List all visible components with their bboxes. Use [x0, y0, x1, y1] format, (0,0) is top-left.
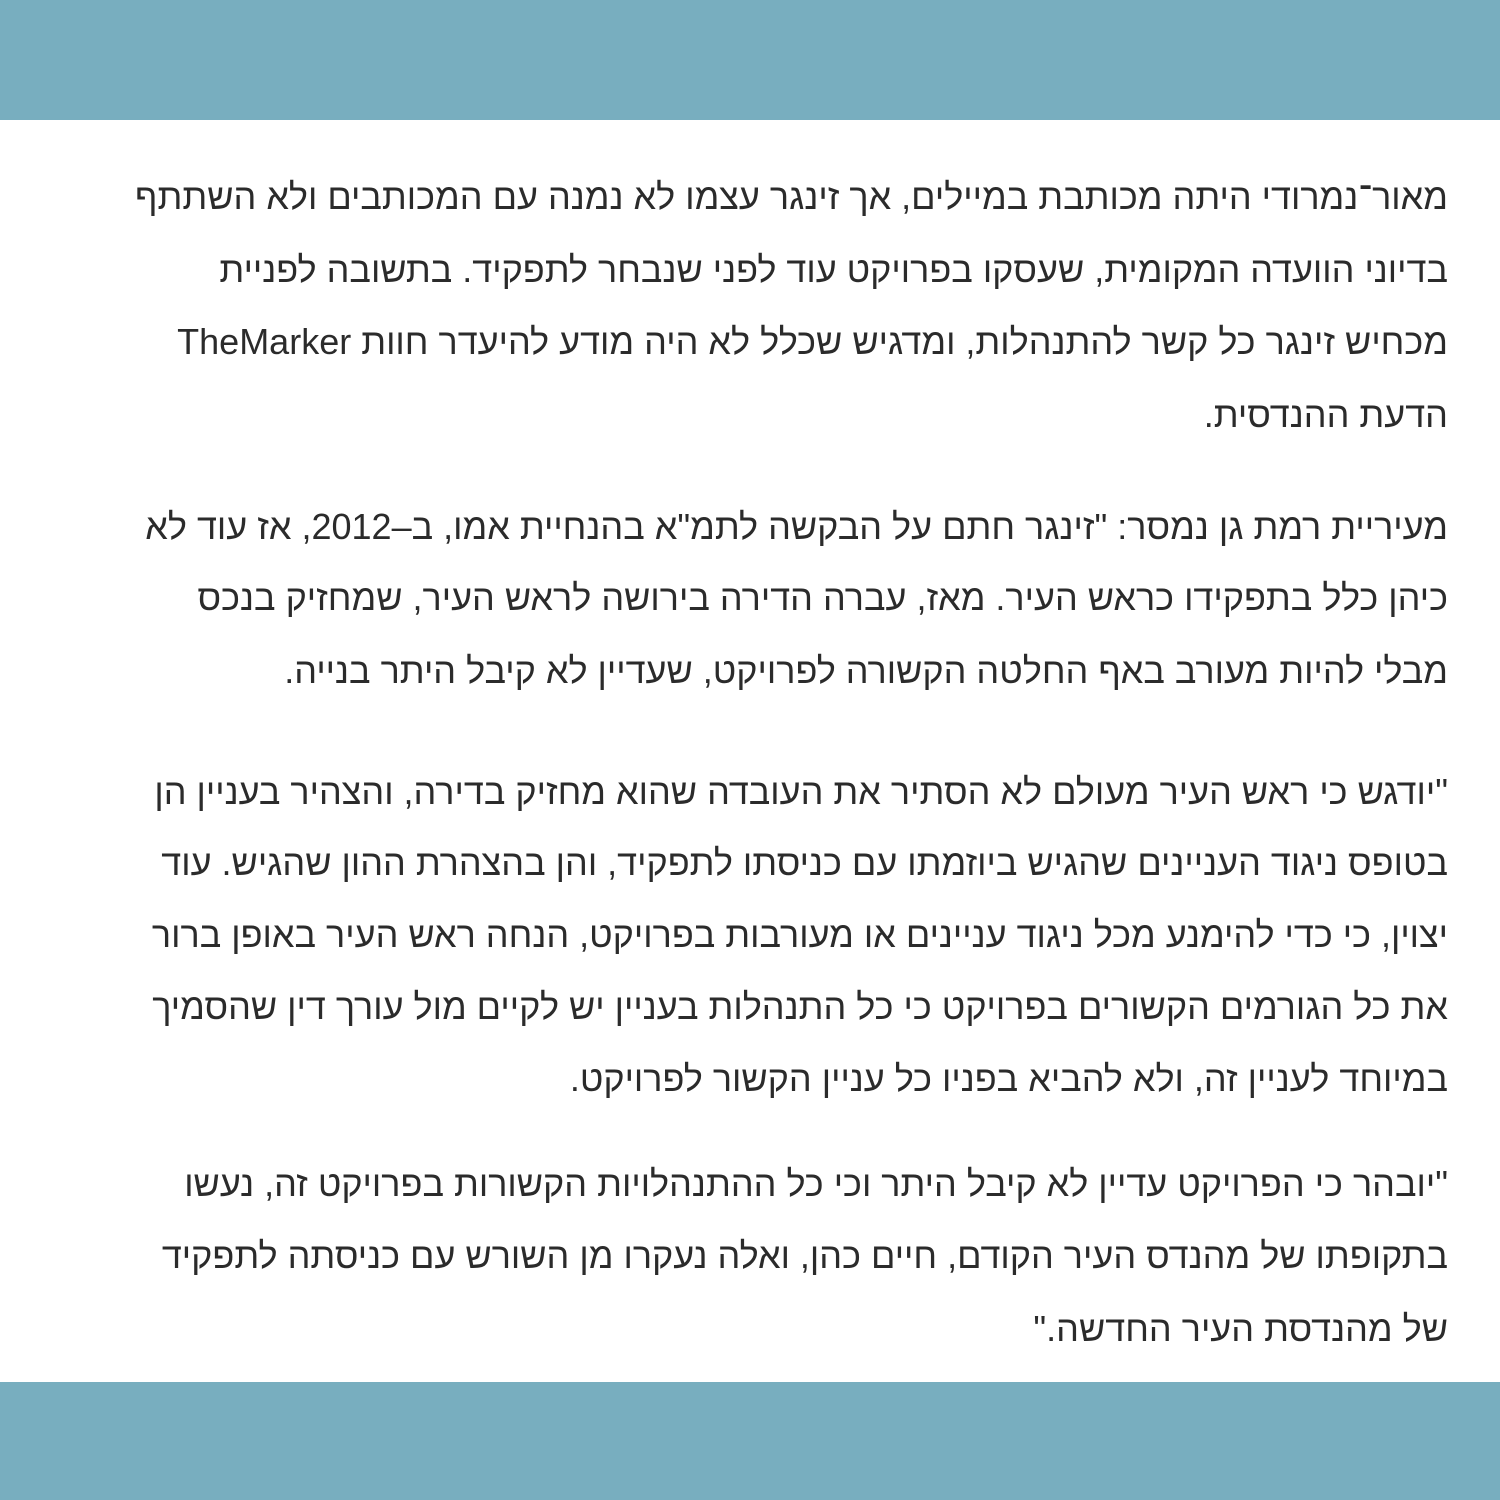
text-line: כיהן כלל בתפקידו כראש העיר. מאז, עברה הדירה בירושה לראש העיר, שמחזיק בנכס	[197, 577, 1448, 618]
text-line: מאור־נמרודי היתה מכותבת במיילים, אך זינגר עצמו לא נמנה עם המכותבים ולא השתתף	[135, 176, 1448, 217]
bottom-banner	[0, 1382, 1500, 1500]
text-line: בטופס ניגוד העניינים שהגיש ביוזמתו עם כניסתו לתפקיד, והן בהצהרת ההון שהגיש. עוד	[161, 842, 1448, 883]
text-line: של מהנדסת העיר החדשה."	[1033, 1308, 1448, 1349]
text-line: מבלי להיות מעורב באף החלטה הקשורה לפרויקט, שעדיין לא קיבל היתר בנייה.	[284, 650, 1448, 691]
article-body	[0, 120, 1500, 1382]
text-line: "יובהר כי הפרויקט עדיין לא קיבל היתר וכי כל ההתנהלויות הקשורות בפרויקט זה, נעשו	[184, 1163, 1448, 1204]
text-line: יצוין, כי כדי להימנע מכל ניגוד עניינים או מעורבות בפרויקט, הנחה ראש העיר באופן ברור	[151, 914, 1448, 955]
text-line: את כל הגורמים הקשורים בפרויקט כי כל התנהלות בעניין יש לקיים מול עורך דין שהסמיך	[152, 986, 1448, 1027]
top-banner	[0, 0, 1500, 120]
text-line: הדעת ההנדסית.	[1203, 394, 1448, 435]
text-line: "יודגש כי ראש העיר מעולם לא הסתיר את העובדה שהוא מחזיק בדירה, והצהיר בעניין הן	[154, 771, 1448, 812]
text-line: מעיריית רמת גן נמסר: "זינגר חתם על הבקשה לתמ"א בהנחיית אמו, ב–2012, אז עוד לא	[145, 506, 1448, 547]
text-line: בדיוני הוועדה המקומית, שעסקו בפרויקט עוד לפני שנבחר לתפקיד. בתשובה לפניית	[219, 249, 1448, 290]
text-line: במיוחד לעניין זה, ולא להביא בפניו כל עניין הקשור לפרויקט.	[569, 1058, 1448, 1099]
text-line: בתקופתו של מהנדס העיר הקודם, חיים כהן, ואלה נעקרו מן השורש עם כניסתה לתפקיד	[161, 1235, 1448, 1276]
text-line: TheMarker מכחיש זינגר כל קשר להתנהלות, ומדגיש שכלל לא היה מודע להיעדר חוות	[177, 321, 1448, 362]
